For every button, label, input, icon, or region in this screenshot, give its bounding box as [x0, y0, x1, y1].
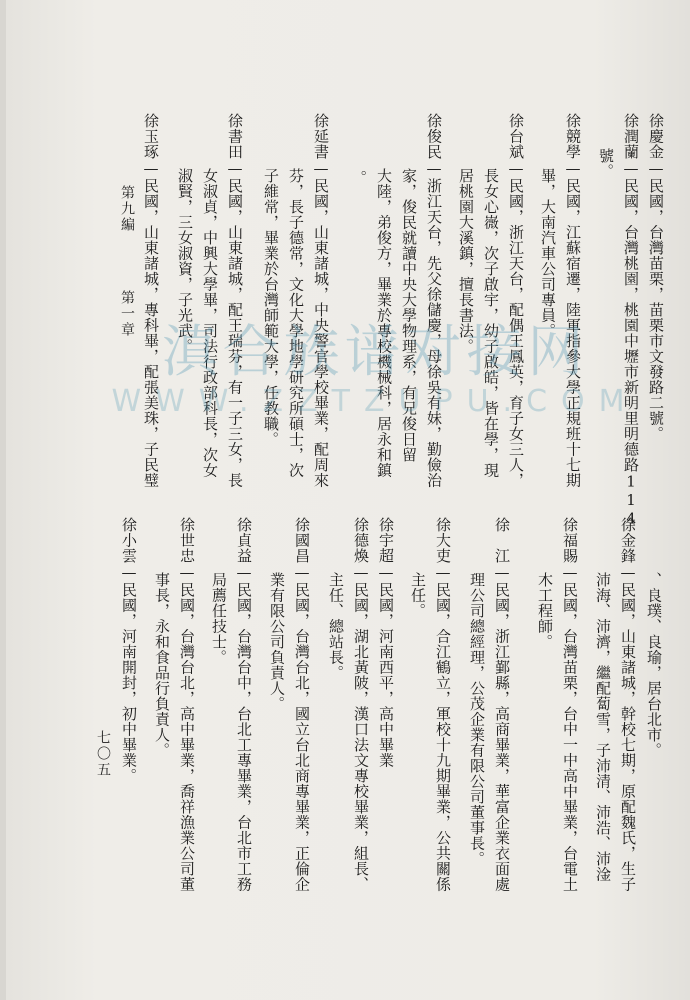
- text-column: 號。: [597, 148, 615, 179]
- text-column: 徐台斌—民國，浙江天台，配偶王鳳英，育子女三人，: [507, 113, 525, 488]
- text-column: 大陸，弟俊方，畢業於專校機械科，居永和鎮: [375, 168, 393, 478]
- text-column: 徐書田—民國，山東諸城，配王瑞芬，有一子三女，長: [226, 113, 244, 488]
- text-column: 淑賢，三女淑資，子光武。: [176, 168, 194, 354]
- text-column: 徐貞益—民國，台灣台中，台北工專畢業，台北市工務: [235, 517, 253, 892]
- text-column: 徐國昌—民國，台灣台北，國立台北商專畢業，正倫企: [293, 517, 311, 892]
- text-column: 徐俊民—浙江天台，先父徐儲慶，母徐吳有妹，勤儉治: [425, 113, 443, 488]
- text-column: 居桃園大溪鎮，擅長書法。: [457, 168, 475, 354]
- text-column: 徐 江—民國，浙江鄞縣，高商畢業，華富企業衣面處: [493, 517, 511, 892]
- text-column: 徐延書—民國，山東諸城，中央警官學校畢業，配周來: [312, 113, 330, 488]
- watermark-title: 滇合族谱对接网: [161, 320, 589, 385]
- text-column: 徐小雲—民國，河南開封，初中畢業。: [120, 517, 138, 784]
- page-binding-edge: [0, 0, 6, 1000]
- text-column: 事長，永和食品行負責人。: [153, 572, 171, 758]
- text-column: 徐潤蘭—民國，台灣桃園，桃園中壢市新明里明德路114: [622, 113, 640, 528]
- text-column: 徐大吏—民國，合江鶴立，軍校十九期畢業，公共關係: [434, 517, 452, 892]
- text-column: 徐宇超—民國，河南西平，高中畢業: [377, 517, 395, 768]
- watermark-url: WWW.ZZTZUPU.COM: [111, 384, 639, 419]
- text-column: 徐競學—民國，江蘇宿遷，陸軍指參大學正規班十七期: [564, 113, 582, 488]
- part-label: 第九編: [119, 185, 135, 233]
- chapter-label: 第一章: [119, 290, 135, 338]
- text-column: 畢，大南汽車公司專員。: [539, 168, 557, 339]
- text-column: 徐世忠—民國，台灣台北，高中畢業，喬祥漁業公司董: [178, 517, 196, 892]
- text-column: 沛海、沛濟，繼配蔔雪，子沛清、沛浩、沛淦: [594, 572, 612, 882]
- page-number: 七〇五: [95, 730, 111, 778]
- text-column: 徐福賜—民國，台灣苗栗，台中一中高中畢業，台電土: [561, 517, 579, 892]
- text-column: 。: [350, 170, 368, 186]
- text-column: 局薦任技士。: [210, 572, 228, 665]
- text-column: 木工程師。: [536, 572, 554, 650]
- text-column: 家，俊民就讀中央大學物理系，有兄俊日留: [400, 168, 418, 463]
- text-column: 徐慶金—民國，台灣苗栗，苗栗市文發路二號。: [647, 113, 665, 442]
- text-column: 芬，長子德常，文化大學地學研究所碩士，次: [287, 168, 305, 478]
- text-column: 長女心嶶，次子啟宇，幼子啟皓，皆在學，現: [482, 168, 500, 478]
- text-column: 主任、總站長。: [327, 572, 345, 681]
- text-column: 理公司總經理，公茂企業有限公司董事長。: [468, 572, 486, 867]
- text-column: 徐金鋒—民國，山東諸城，幹校七期，原配魏氏，生子: [619, 517, 637, 892]
- text-column: 子維常，畢業於台灣師範大學，任教職。: [262, 168, 280, 447]
- text-column: 徐玉琢—民國，山東諸城，專科畢，配張美珠，子民璧: [142, 113, 160, 488]
- text-column: 業有限公司負責人。: [268, 572, 286, 712]
- text-column: 、良璞、良瑜，居台北市。: [645, 572, 663, 758]
- text-column: 徐德煥—民國，湖北黃陂，漢口法文專校畢業，組長、: [352, 517, 370, 892]
- text-column: 主任。: [409, 572, 427, 619]
- text-column: 女淑貞，中興大學畢，司法行政部科長，次女: [201, 168, 219, 478]
